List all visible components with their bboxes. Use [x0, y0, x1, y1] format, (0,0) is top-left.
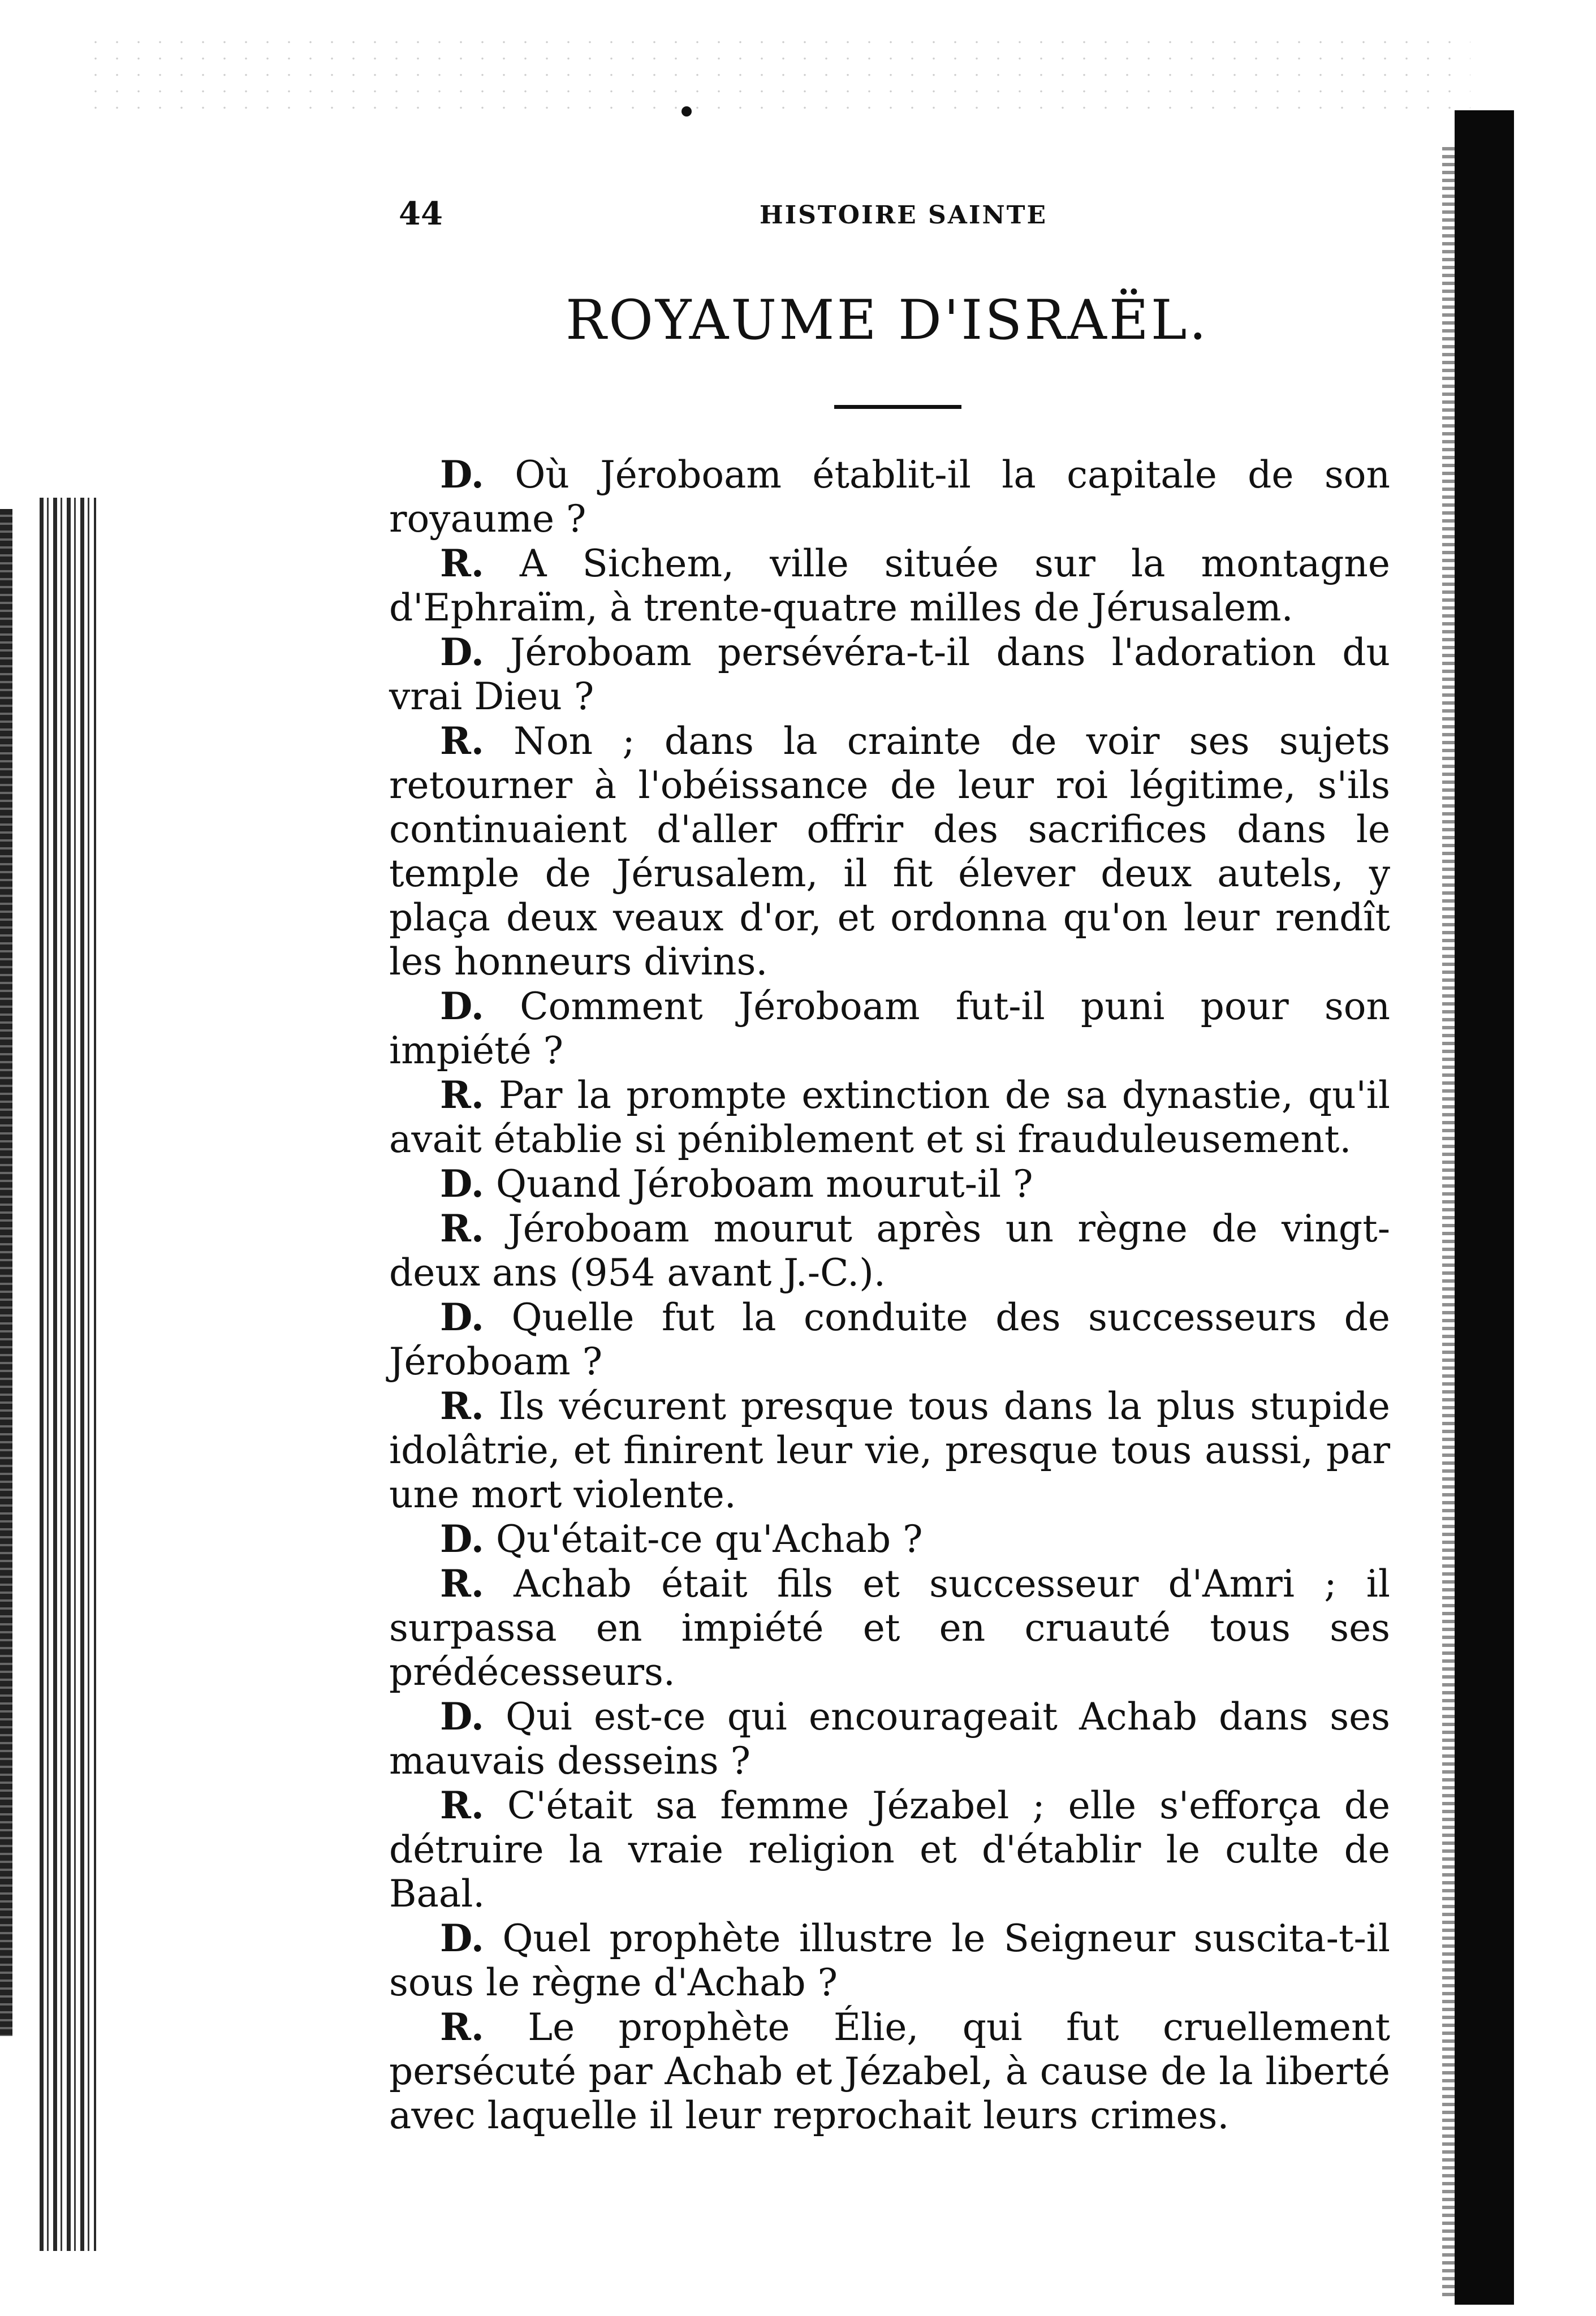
qa-label: D.: [440, 1694, 484, 1739]
binding-shadow-left: [40, 498, 96, 2251]
binding-shadow-right: [1455, 110, 1514, 2305]
question: [389, 1295, 1390, 1384]
scan-noise: [85, 34, 1470, 113]
question: [389, 630, 1390, 719]
qa-text: Par la prompte extinction de sa dynastie, qu'il avait établie si péniblement et si frauduleusement.: [389, 1073, 1390, 1161]
qa-label: R.: [440, 1384, 484, 1428]
qa-text: Jéroboam mourut après un règne de vingt-deux ans (954 avant J.-C.).: [389, 1207, 1390, 1295]
qa-label: R.: [440, 1783, 484, 1827]
qa-label: D.: [440, 1295, 484, 1339]
qa-text: Quelle fut la conduite des successeurs de Jéroboam ?: [389, 1296, 1390, 1383]
answer: [389, 1783, 1390, 1916]
qa-label: R.: [440, 541, 484, 585]
qa-text: C'était sa femme Jézabel ; elle s'efforça de détruire la vraie religion et d'établir le culte de Baal.: [389, 1784, 1391, 1916]
qa-text: Le prophète Élie, qui fut cruellement persécuté par Achab et Jézabel, à cause de la liberté avec laquelle il leur reprochait leurs crimes.: [389, 2006, 1391, 2137]
qa-text: Ils vécurent presque tous dans la plus stupide idolâtrie, et finirent leur vie, presque tous aussi, par une mort violente.: [389, 1385, 1390, 1516]
qa-text: Achab était fils et successeur d'Amri ; il surpassa en impiété et en cruauté tous ses prédécesseurs.: [389, 1562, 1390, 1694]
qa-label: R.: [440, 1073, 484, 1117]
answer: [389, 1562, 1390, 1694]
qa-label: R.: [440, 2005, 484, 2049]
qa-text: Comment Jéroboam fut-il puni pour son impiété ?: [389, 985, 1391, 1072]
qa-text: Où Jéroboam établit-il la capitale de son royaume ?: [389, 453, 1391, 541]
answer: [389, 1384, 1390, 1517]
qa-text: Jéroboam persévéra-t-il dans l'adoration du vrai Dieu ?: [389, 631, 1391, 718]
answer: [389, 1206, 1390, 1295]
answer: [389, 541, 1390, 630]
question: [389, 1162, 1390, 1206]
qa-text: Non ; dans la crainte de voir ses sujets retourner à l'obéissance de leur roi légitime, s'ils continuaient d'aller offrir des sacrifices dans le temple de Jérusalem, il fit élever deux autels, y plaça deux veaux d'or, et ordonna qu'on leur rendît les honneurs divins.: [389, 719, 1390, 984]
binding-shadow-edge-right: [1442, 147, 1455, 2296]
qa-label: D.: [440, 1916, 484, 1960]
qa-label: R.: [440, 1562, 484, 1606]
qa-text: A Sichem, ville située sur la montagne d'Ephraïm, à trente-quatre milles de Jérusalem.: [389, 542, 1390, 629]
question: [389, 984, 1390, 1073]
qa-label: R.: [440, 719, 484, 763]
running-head: HISTOIRE SAINTE: [760, 201, 1047, 230]
scan-edge-left: [0, 509, 12, 2036]
answer: [389, 2005, 1390, 2138]
chapter-title: ROYAUME D'ISRAËL.: [566, 288, 1209, 352]
qa-text: Qui est-ce qui encourageait Achab dans ses mauvais desseins ?: [389, 1695, 1390, 1783]
question: [389, 1517, 1390, 1562]
qa-label: D.: [440, 452, 484, 497]
question: [389, 452, 1390, 541]
title-divider: [834, 405, 961, 409]
qa-label: D.: [440, 630, 484, 674]
question: [389, 1694, 1390, 1783]
page-number: 44: [399, 195, 443, 232]
qa-label: D.: [440, 1517, 484, 1561]
answer: [389, 719, 1390, 984]
qa-text: Qu'était-ce qu'Achab ?: [495, 1517, 923, 1561]
qa-label: R.: [440, 1206, 484, 1250]
qa-text: Quand Jéroboam mourut-il ?: [495, 1162, 1033, 1206]
page-header: [399, 195, 1049, 240]
question: [389, 1916, 1390, 2005]
ink-speck: [681, 106, 692, 117]
qa-text: Quel prophète illustre le Seigneur suscita-t-il sous le règne d'Achab ?: [389, 1917, 1390, 2004]
qa-label: D.: [440, 1162, 484, 1206]
qa-label: D.: [440, 984, 484, 1028]
answer: [389, 1073, 1390, 1162]
catechism-text: [389, 452, 1390, 2138]
